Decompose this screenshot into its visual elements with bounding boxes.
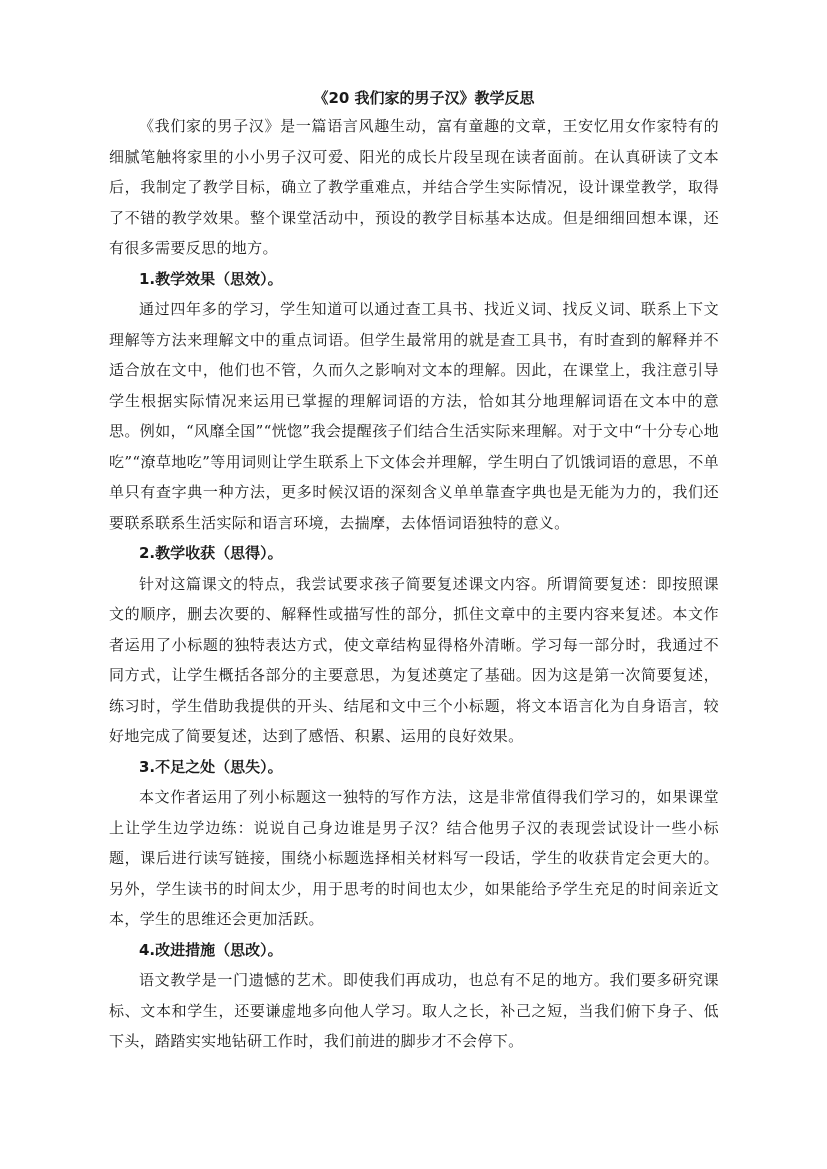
section-body: 通过四年多的学习，学生知道可以通过查工具书、找近义词、找反义词、联系上下文理解等方法来理解文中的重点词语。但学生最常用的就是查工具书，有时查到的解释并不适合放在文中，他们也不管，久而久之影响对文本的理解。因此，在课堂上，我注意引导学生根据实际情况来运用已掌握的理解词语的方法，恰如其分地理解词语在文本中的意思。例如，“风靡全国”“恍惚”我会提醒孩子们结合生活实际来理解。对于文中“十分专心地吃”“潦草地吃”等用词则让学生联系上下文体会并理解，学生明白了饥饿词语的意思，不单单只有查字典一种方法，更多时候汉语的深刻含义单单靠查字典也是无能为力的，我们还要联系联系生活实际和语言环境，去揣摩，去体悟词语独特的意义。 [109,300,719,532]
document-title: 《20 我们家的男子汉》教学反思 [313,89,535,107]
section-improvement [109,935,719,1057]
section-body: 本文作者运用了列小标题这一独特的写作方法，这是非常值得我们学习的，如果课堂上让学生边学边练：说说自己身边谁是男子汉？结合他男子汉的表现尝试设计一些小标题，课后进行读写链接，围绕小标题选择相关材料写一段话，学生的收获肯定会更大的。另外，学生读书的时间太少，用于思考的时间也太少，如果能给予学生充足的时间亲近文本，学生的思维还会更加活跃。 [109,788,719,928]
section-body: 语文教学是一门遗憾的艺术。即使我们再成功，也总有不足的地方。我们要多研究课标、文本和学生，还要谦虚地多向他人学习。取人之长，补己之短，当我们俯下身子、低下头，踏踏实实地钻研工作时，我们前进的脚步才不会停下。 [109,971,719,1050]
section-heading: 1.教学效果（思效）。 [139,269,283,288]
document-page [109,85,719,1057]
section-heading: 2.教学收获（思得）。 [139,544,283,562]
intro-paragraph: 《我们家的男子汉》是一篇语言风趣生动，富有童趣的文章，王安忆用女作家特有的细腻笔触将家里的小小男子汉可爱、阳光的成长片段呈现在读者面前。在认真研读了文本后，我制定了教学目标，确立了教学重难点，并结合学生实际情况，设计课堂教学，取得了不错的教学效果。整个课堂活动中，预设的教学目标基本达成。但是细细回想本课，还有很多需要反思的地方。 [109,117,719,257]
section-effect [109,264,719,539]
section-shortcoming [109,752,719,935]
section-heading: 4.改进措施（思改）。 [139,940,283,959]
section-body: 针对这篇课文的特点，我尝试要求孩子简要复述课文内容。所谓简要复述：即按照课文的顺序，删去次要的、解释性或描写性的部分，抓住文章中的主要内容来复述。本文作者运用了小标题的独特表达方式，使文章结构显得格外清晰。学习每一部分时，我通过不同方式，让学生概括各部分的主要意思，为复述奠定了基础。因为这是第一次简要复述，练习时，学生借助我提供的开头、结尾和文中三个小标题，将文本语言化为自身语言，较好地完成了简要复述，达到了感悟、积累、运用的良好效果。 [109,574,719,745]
section-heading: 3.不足之处（思失）。 [139,757,283,776]
section-gain [109,538,719,752]
